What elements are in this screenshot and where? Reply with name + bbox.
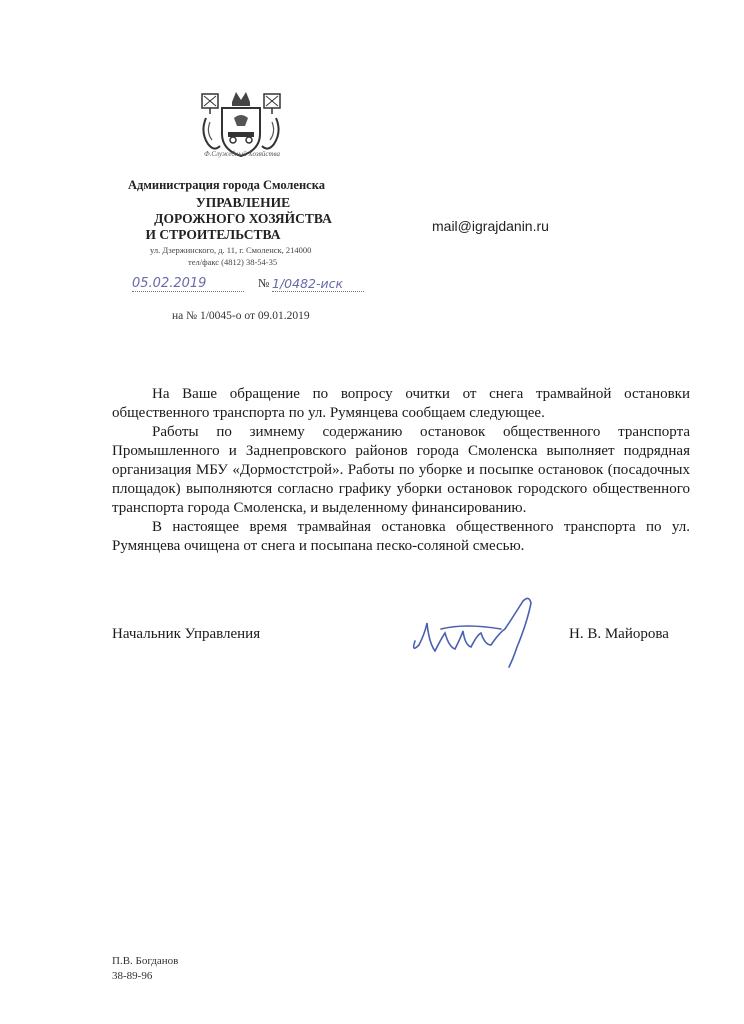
handwritten-signature (405, 593, 550, 673)
outgoing-number: 1/0482-иск (272, 276, 364, 292)
body-paragraph-2: Работы по зимнему содержанию остановок общественного транспорта Промышленного и Заднепровского районов города Смоленска выполняет подрядная организация МБУ «Дормостстрой». Работы по уборке и посыпке остановок (посадочных площадок) выполняются согласно графику уборки остановок городского общественного транспорта города Смоленска, и выделенному финансированию. (112, 424, 690, 516)
executor-name: П.В. Богданов (112, 955, 179, 967)
department-line-1: УПРАВЛЕНИЕ (195, 195, 291, 210)
signatory-name: Н. В. Майорова (569, 626, 669, 642)
department-address: ул. Дзержинского, д. 11, г. Смоленск, 214000 (150, 245, 312, 255)
body-paragraph-3: В настоящее время трамвайная остановка общественного транспорта по ул. Румянцева очищена от снега и посыпана песко-соляной смесью. (112, 519, 690, 554)
outgoing-date: 05.02.2019 (132, 276, 244, 292)
department-line-2: ДОРОЖНОГО ХОЗЯЙСТВА (154, 211, 332, 226)
administration-name: Администрация города Смоленска (128, 178, 325, 192)
executor-phone: 38-89-96 (112, 970, 153, 982)
department-line-3: И СТРОИТЕЛЬСТВА (145, 227, 281, 242)
number-sign: № (258, 276, 270, 290)
recipient-email: mail@igrajdanin.ru (432, 218, 549, 234)
body-paragraph-1: На Ваше обращение по вопросу очитки от снега трамвайной остановки общественного транспорта по ул. Румянцева сообщаем следующее. (112, 386, 690, 421)
emblem-caption: Ф.Служебный Хозяйства (203, 150, 281, 158)
reference-number: на № 1/0045-о от 09.01.2019 (172, 310, 310, 322)
letter-body (112, 385, 690, 556)
department-phone: тел/факс (4812) 38-54-35 (188, 257, 278, 267)
signatory-title: Начальник Управления (112, 626, 261, 642)
